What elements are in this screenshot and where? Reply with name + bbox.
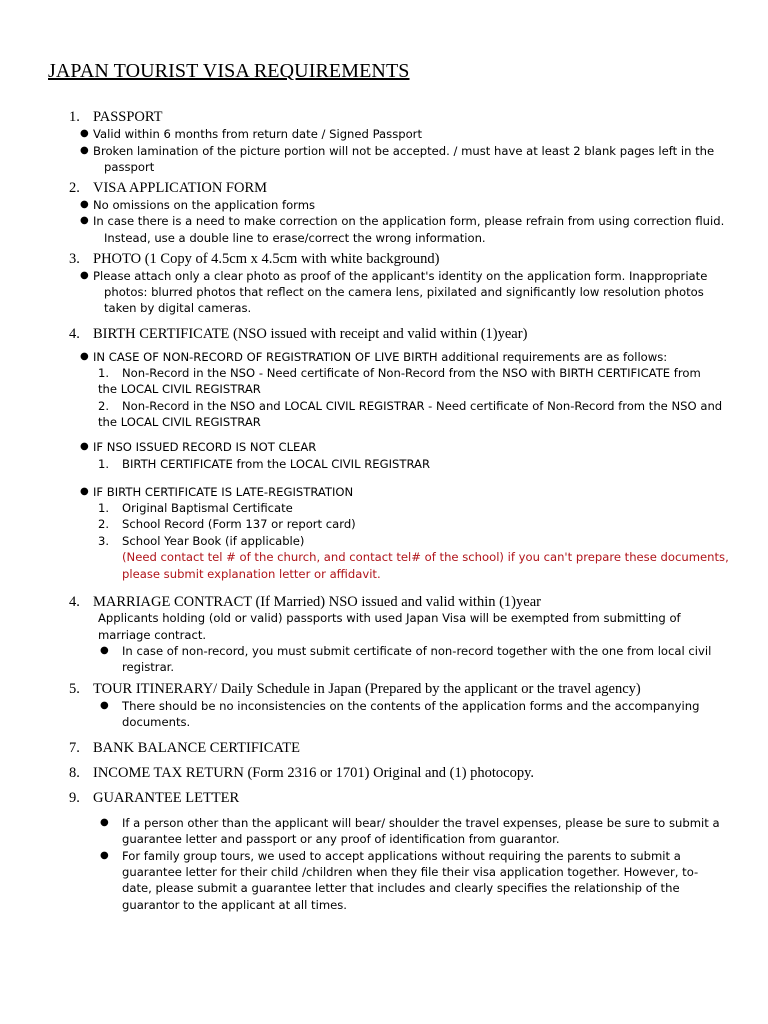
- sub-item: Non-Record in the NSO and LOCAL CIVIL REGISTRAR - Need certificate of Non-Record from the NSO and: [122, 399, 723, 413]
- sub-item-number: 1.: [98, 501, 110, 515]
- list-item-continuation: guarantee letter for their child /children when they file their visa application together. However, to-: [122, 865, 699, 879]
- list-item-continuation: passport: [104, 160, 155, 174]
- sub-item: Original Baptismal Certificate: [122, 501, 293, 515]
- section-heading-marriage-contract: 4. MARRIAGE CONTRACT (If Married) NSO issued and valid within (1)year: [69, 594, 541, 610]
- bullet-icon: ●: [100, 700, 109, 711]
- sub-item-number: 3.: [98, 534, 110, 548]
- list-item-continuation: documents.: [122, 715, 191, 729]
- bullet-icon: ●: [80, 270, 89, 281]
- section-heading-bank-balance: 7. BANK BALANCE CERTIFICATE: [69, 740, 300, 756]
- list-item: For family group tours, we used to accept applications without requiring the parents to submit a: [122, 849, 681, 863]
- bullet-icon: ●: [80, 199, 89, 210]
- bullet-icon: ●: [100, 850, 109, 861]
- list-item: IF BIRTH CERTIFICATE IS LATE-REGISTRATION: [93, 485, 354, 499]
- section-heading-guarantee-letter: 9. GUARANTEE LETTER: [69, 790, 240, 806]
- bullet-icon: ●: [80, 441, 89, 452]
- bullet-icon: ●: [80, 145, 89, 156]
- list-item-continuation: date, please submit a guarantee letter that includes and clearly specifies the relationship of the: [122, 881, 680, 895]
- list-item: IN CASE OF NON-RECORD OF REGISTRATION OF LIVE BIRTH additional requirements are as follows:: [93, 350, 668, 364]
- sub-item: Non-Record in the NSO - Need certificate of Non-Record from the NSO with BIRTH CERTIFICATE from: [122, 366, 701, 380]
- bullet-icon: ●: [100, 645, 109, 656]
- list-item: No omissions on the application forms: [93, 198, 316, 212]
- bullet-icon: ●: [100, 817, 109, 828]
- paragraph-text: marriage contract.: [98, 628, 207, 642]
- list-item-continuation: guarantor to the applicant at all times.: [122, 898, 347, 912]
- list-item: There should be no inconsistencies on the contents of the application forms and the accompanying: [122, 699, 700, 713]
- list-item-continuation: photos: blurred photos that reflect on the camera lens, pixilated and significantly low resolution photos: [104, 285, 704, 299]
- note-text: please submit explanation letter or affidavit.: [122, 567, 381, 581]
- list-item: Broken lamination of the picture portion will not be accepted. / must have at least 2 blank pages left in the: [93, 144, 715, 158]
- sub-item-number: 2.: [98, 399, 110, 413]
- sub-item-continuation: the LOCAL CIVIL REGISTRAR: [98, 415, 261, 429]
- list-item-continuation: Instead, use a double line to erase/correct the wrong information.: [104, 231, 486, 245]
- sub-item-number: 1.: [98, 366, 110, 380]
- paragraph-text: Applicants holding (old or valid) passports with used Japan Visa will be exempted from submitting of: [98, 611, 681, 625]
- section-heading-passport: 1. PASSPORT: [69, 109, 163, 125]
- sub-item-number: 2.: [98, 517, 110, 531]
- list-item-continuation: guarantee letter and passport or any proof of identification from guarantor.: [122, 832, 560, 846]
- list-item: If a person other than the applicant will bear/ shoulder the travel expenses, please be sure to submit a: [122, 816, 720, 830]
- bullet-icon: ●: [80, 215, 89, 226]
- list-item: Please attach only a clear photo as proof of the applicant's identity on the application form. Inappropriate: [93, 269, 708, 283]
- list-item: IF NSO ISSUED RECORD IS NOT CLEAR: [93, 440, 317, 454]
- section-heading-photo: 3. PHOTO (1 Copy of 4.5cm x 4.5cm with white background): [69, 251, 440, 267]
- bullet-icon: ●: [80, 128, 89, 139]
- sub-item: School Year Book (if applicable): [122, 534, 305, 548]
- list-item-continuation: registrar.: [122, 660, 175, 674]
- section-heading-visa-form: 2. VISA APPLICATION FORM: [69, 180, 268, 196]
- list-item: In case there is a need to make correction on the application form, please refrain from using correction fluid.: [93, 214, 725, 228]
- list-item-continuation: taken by digital cameras.: [104, 301, 252, 315]
- sub-item-number: 1.: [98, 457, 110, 471]
- section-heading-birth-certificate: 4. BIRTH CERTIFICATE (NSO issued with receipt and valid within (1)year): [69, 326, 528, 342]
- document-title: JAPAN TOURIST VISA REQUIREMENTS: [48, 60, 410, 82]
- section-heading-income-tax-return: 8. INCOME TAX RETURN (Form 2316 or 1701) Original and (1) photocopy.: [69, 765, 535, 781]
- list-item: In case of non-record, you must submit certificate of non-record together with the one from local civil: [122, 644, 712, 658]
- list-item: Valid within 6 months from return date / Signed Passport: [93, 127, 422, 141]
- section-heading-tour-itinerary: 5. TOUR ITINERARY/ Daily Schedule in Japan (Prepared by the applicant or the travel agency): [69, 681, 641, 697]
- sub-item-continuation: the LOCAL CIVIL REGISTRAR: [98, 382, 261, 396]
- bullet-icon: ●: [80, 486, 89, 497]
- sub-item: School Record (Form 137 or report card): [122, 517, 356, 531]
- bullet-icon: ●: [80, 351, 89, 362]
- sub-item: BIRTH CERTIFICATE from the LOCAL CIVIL REGISTRAR: [122, 457, 431, 471]
- note-text: (Need contact tel # of the church, and contact tel# of the school) if you can't prepare these documents,: [122, 550, 729, 564]
